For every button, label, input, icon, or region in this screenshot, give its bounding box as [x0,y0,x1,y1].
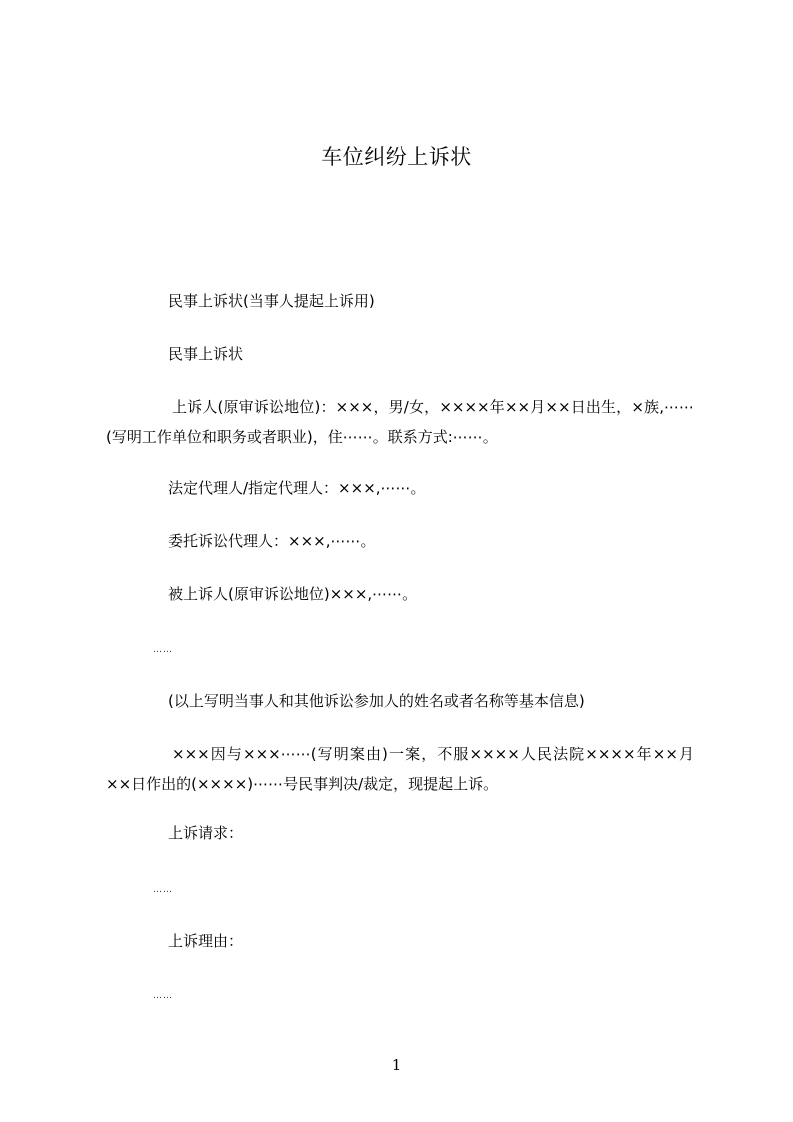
ellipsis-marker: …… [153,645,173,655]
appellee-line: 被上诉人(原审诉讼地位)×××,⋯⋯。 [168,585,418,603]
appellant-paragraph: 上诉人(原审诉讼地位)：×××，男/女，××××年××月××日出生，×族,⋯⋯(写明工作单位和职务或者职业)，住⋯⋯。联系方式:⋯⋯。 [106,398,694,446]
legal-agent-line: 法定代理人/指定代理人：×××,⋯⋯。 [168,479,426,497]
case-statement-paragraph: ×××因与×××⋯⋯(写明案由)一案，不服××××人民法院××××年××月××日作出的(××××)⋯⋯号民事判决/裁定，现提起上诉。 [106,745,694,793]
page-number: 1 [391,1056,402,1074]
party-note: (以上写明当事人和其他诉讼参加人的姓名或者名称等基本信息) [168,692,585,710]
reasons-label: 上诉理由： [168,932,244,950]
ellipsis-marker: …… [153,885,173,895]
document-title: 车位纠纷上诉状 [321,145,472,169]
document-heading: 民事上诉状 [168,345,244,363]
claims-label: 上诉请求： [168,824,244,842]
heading-type: 民事上诉状(当事人提起上诉用) [168,292,375,310]
ellipsis-marker: …… [153,991,173,1001]
entrusted-agent-line: 委托诉讼代理人：×××,⋯⋯。 [168,532,376,550]
